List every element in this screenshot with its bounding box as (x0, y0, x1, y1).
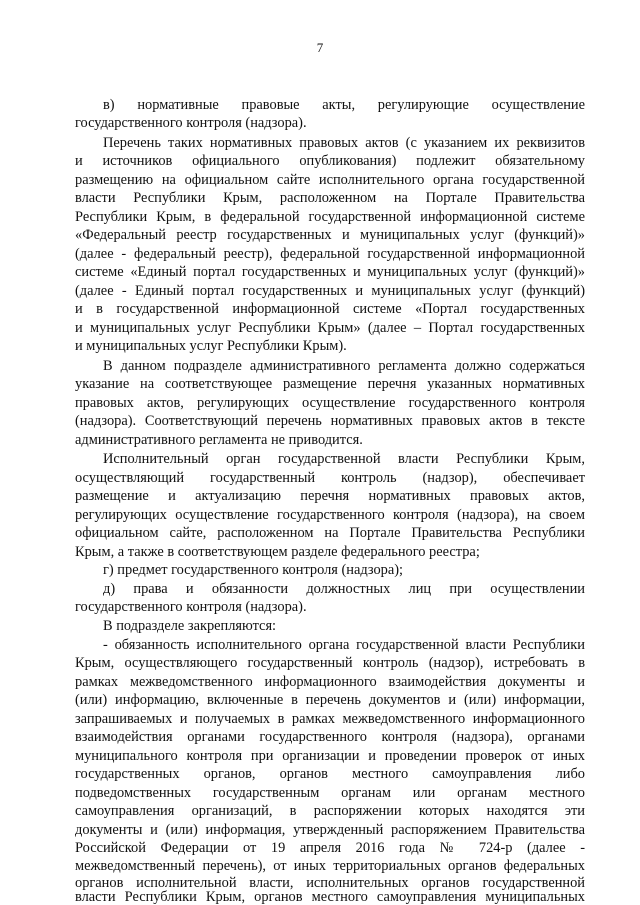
text-line: и муниципальных услуг Республики Крым). (75, 338, 347, 354)
text-line: д) права и обязанности должностных лиц при осуществлении (103, 581, 585, 597)
text-line: В данном подразделе административного регламента должно содержаться (103, 358, 585, 374)
text-line: и в государственной информационной системе «Портал государственных (75, 301, 585, 317)
text-line: государственных органов, органов местного самоуправления либо (75, 766, 585, 782)
text-line: запрашиваемых и получаемых в рамках межведомственного информационного (75, 711, 585, 727)
text-line: г) предмет государственного контроля (надзора); (103, 562, 404, 578)
text-line: В подразделе закрепляются: (103, 618, 277, 634)
text-line: документы и (или) информация, утвержденный распоряжением Правительства (75, 822, 585, 838)
text-line: размещение и актуализацию перечня нормативных правовых актов, (75, 488, 585, 504)
text-line: муниципального контроля при организации и проведении проверок от иных (75, 748, 585, 764)
text-line: власти Республики Крым, органов местного самоуправления муниципальных (75, 889, 585, 905)
text-line: регулирующих осуществление государственного контроля (надзора), на своем (75, 507, 585, 523)
text-line: Крым, осуществляющего государственный контроль (надзор), истребовать в (75, 655, 585, 671)
text-line: осуществляющий государственный контроль (надзор), обеспечивает (75, 470, 585, 486)
page-number: 7 (316, 40, 324, 55)
text-line: и источников официального опубликования) подлежит обязательному (75, 153, 585, 169)
text-line: системе «Единый портал государственных и муниципальных услуг (функций)» (75, 264, 585, 280)
text-line: и муниципальных услуг Республики Крым» (далее – Портал государственных (75, 320, 585, 336)
text-line: административного регламента не приводится. (75, 432, 363, 448)
text-line: Крым, а также в соответствующем разделе федерального реестра; (75, 544, 480, 560)
text-line: подведомственных государственным органам или органам местного (75, 785, 585, 801)
text-line: (надзора). Соответствующий перечень нормативных правовых актов в тексте (75, 413, 585, 429)
text-line: - обязанность исполнительного органа государственной власти Республики (103, 637, 585, 653)
text-line: в) нормативные правовые акты, регулирующие осуществление (103, 97, 585, 113)
text-line: государственного контроля (надзора). (75, 115, 307, 131)
text-line: Республики Крым, в федеральной государственной информационной системе (75, 209, 585, 225)
text-line: рамках межведомственного информационного взаимодействия документы и (75, 674, 585, 690)
text-line: указание на соответствующее размещение перечня указанных нормативных (75, 376, 585, 392)
text-line: размещению на официальном сайте исполнительного органа государственной (75, 172, 585, 188)
text-line: органов исполнительной власти, исполнительных органов государственной (75, 875, 585, 891)
text-line: «Федеральный реестр государственных и муниципальных услуг (функций)» (75, 227, 585, 243)
text-line: взаимодействия органами государственного контроля (надзора), органами (75, 729, 585, 745)
text-line: Российской Федерации от 19 апреля 2016 года № 724-р (далее - (75, 840, 585, 856)
text-line: государственного контроля (надзора). (75, 599, 307, 615)
text-line: Перечень таких нормативных правовых актов (с указанием их реквизитов (103, 135, 585, 151)
text-line: официальном сайте, расположенном на Портале Правительства Республики (75, 525, 585, 541)
text-line: (или) информацию, включенные в перечень документов и (или) информации, (75, 692, 585, 708)
text-line: межведомственный перечень), от иных территориальных органов федеральных (75, 858, 585, 874)
text-line: (далее - федеральный реестр), федеральной государственной информационной (75, 246, 585, 262)
text-line: правовых актов, регулирующих осуществление государственного контроля (75, 395, 585, 411)
text-line: самоуправления организаций, в распоряжении которых находятся эти (75, 803, 585, 819)
text-line: власти Республики Крым, расположенном на Портале Правительства (75, 190, 585, 206)
text-line: (далее - Единый портал государственных и муниципальных услуг (функций) (75, 283, 585, 299)
text-line: Исполнительный орган государственной власти Республики Крым, (103, 451, 585, 467)
